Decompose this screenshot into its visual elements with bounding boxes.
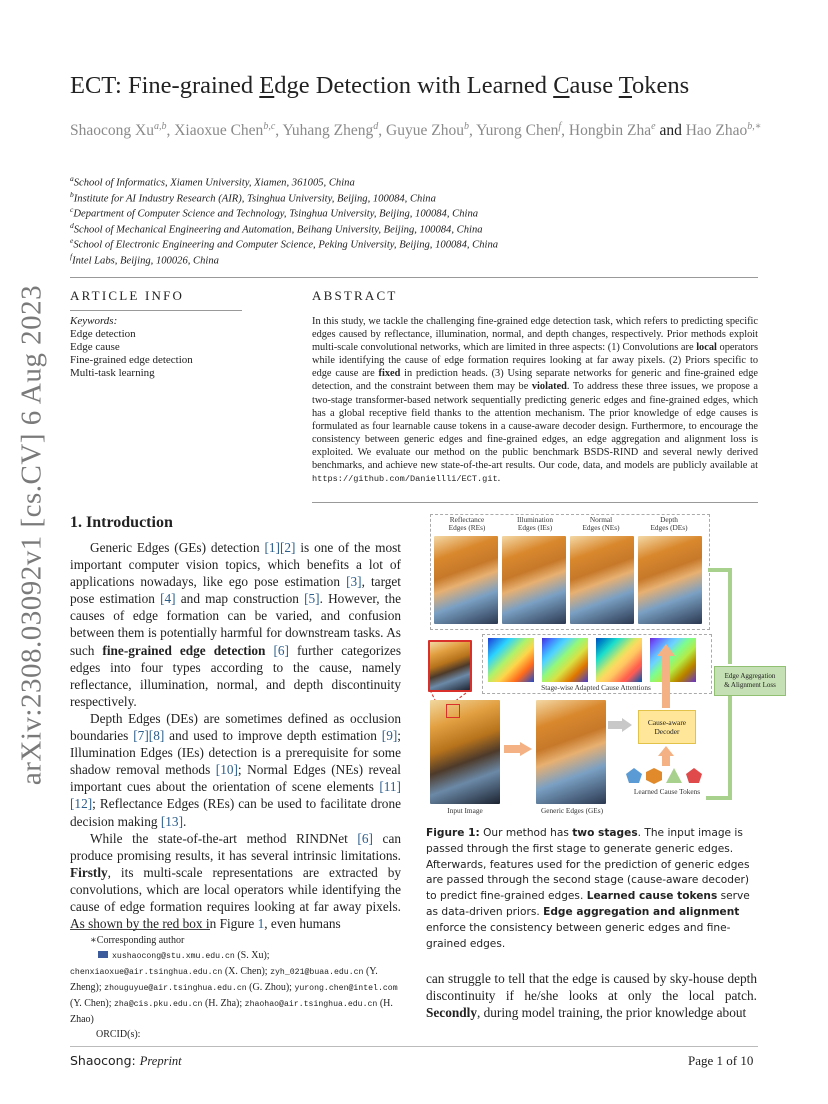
arrow-right-icon <box>504 742 534 756</box>
citation-link[interactable]: [4] <box>160 591 176 607</box>
citation-link[interactable]: [6] <box>357 830 373 846</box>
reflectance-edge-map <box>434 536 498 624</box>
email-line: xushaocong@stu.xmu.edu.cn (S. Xu); <box>70 948 401 964</box>
citation-link[interactable]: [3] <box>346 574 362 590</box>
citation-link[interactable]: [10] <box>215 762 238 778</box>
citation-link[interactable]: [5] <box>304 591 320 607</box>
body-column-2: can struggle to tell that the edge is caused by sky-house depth discontinuity if he/she looks at only the local patch. Secondly, during model training, the prior knowledge about <box>426 971 757 1021</box>
author-name: Hao Zhao$^{b,∗}$ <box>685 121 762 140</box>
divider <box>70 310 242 311</box>
attention-label: Stage-wise Adapted Cause Attentions <box>541 683 651 692</box>
citation-link[interactable]: [2] <box>279 540 296 555</box>
generic-edge-map <box>536 700 606 804</box>
citation-link[interactable]: 1 <box>257 916 265 932</box>
generic-edges-label: Generic Edges (GEs) <box>541 806 603 815</box>
cause-aware-decoder: Cause-aware Decoder <box>638 710 696 744</box>
keyword: Edge cause <box>70 341 120 353</box>
attention-map <box>488 638 534 682</box>
affiliation: $^e$School of Electronic Engineering and Computer Science, Peking University, Beijing, 100084, China <box>70 236 499 251</box>
citation-link[interactable]: [8] <box>148 728 165 744</box>
footnote-rule <box>70 929 210 930</box>
depth-edge-map <box>638 536 702 624</box>
corresponding-author: ∗Corresponding author <box>90 935 185 946</box>
attention-map <box>596 638 642 682</box>
keywords-block <box>70 315 193 380</box>
citation-link[interactable]: [11] <box>379 779 401 795</box>
author-name: Xiaoxue Chen$^{b,c}$ <box>174 121 276 140</box>
citation-link[interactable]: [6] <box>273 642 289 658</box>
affiliation: $^d$School of Mechanical Engineering and Automation, Beihang University, Beijing, 100084, China <box>70 220 483 236</box>
loss-arrows <box>704 568 744 808</box>
citation-link[interactable]: [1] <box>264 540 280 555</box>
affiliation: $^a$School of Informatics, Xiamen University, Xiamen, 361005, China <box>70 174 355 189</box>
footer-rule <box>70 1046 758 1047</box>
abstract-text: In this study, we tackle the challenging fine-grained edge detection task, which refers to predicting specific edges caused by reflectance, illumination, normal, and depth changes, respectively. Prior methods exploit multi-scale convolutional networks, which are limited in three aspects: (1) Convolutions are local operators while identifying the cause of edge formation requires looking at far away pixels. (2) Priors specific to edge cause are fixed in prediction heads. (3) Using separate networks for generic and fine-grained edge detection, and the constraint between them may be violated. To address these three issues, we propose a two-stage transformer-based network sequentially predicting generic edges and fine-grained edges, which has a global receptive field thanks to the attention mechanism. The prior knowledge of edge causes is formulated as four learnable cause tokens in a cause-aware decoder design. Furthermore, to encourage the consistency between generic edges and fine-grained edges, an edge aggregation and alignment loss is exploited. We evaluate our method on the public benchmark BSDS-RIND and several newly derived benchmarks, and achieve new state-of-the-art results. Our code, data, and models are publicly available at https://github.com/Daniellli/ECT.git. <box>312 316 759 485</box>
orcid-label: ORCID(s): <box>96 1029 141 1040</box>
paragraph: While the state-of-the-art method RINDNet [6] can produce promising results, it has several intrinsic limitations. Firstly, its multi-scale representations are extracted by convolutions, which are local operators while identifying the cause of edge formation requires looking at far away pixels. As shown by the red box in Figure 1, even humans <box>70 830 402 932</box>
divider <box>70 277 758 278</box>
abstract-heading: ABSTRACT <box>312 288 398 303</box>
bold-text: Firstly <box>70 864 108 880</box>
email-line: chenxiaoxue@air.tsinghua.edu.cn (X. Chen); zyh_021@buaa.edu.cn (Y. Zheng); zhouguyue@air.tsinghua.edu.cn (G. Zhou); yurong.chen@intel.com (Y. Chen); zha@cis.pku.edu.cn (H. Zha); zhaohao@air.tsinghua.edu.cn (H. Zhao) <box>70 966 398 1025</box>
paragraph: Generic Edges (GEs) detection [1][2] is one of the most important computer vision topics, which benefits a lot of applications nowadays, like ego pose estimation [3], target pose estimation [4] and map construction [5]. However, the causes of edge formation can be varied, and confusion between them is potentially harmful for downstream tasks. As such fine-grained edge detection [6] further categorizes edges into four types according to the cause, namely reflectance, illumination, normal, and depth discontinuity respectively. <box>70 540 402 709</box>
paragraph: Depth Edges (DEs) are sometimes defined as occlusion boundaries [7][8] and used to improve depth estimation [9]; Illumination Edges (IEs) detection is a prerequisite for some shadow removal methods [10]; Normal Edges (NEs) reveal important cues about the orientation of scene elements [11][12]; Reflectance Edges (REs) can be used to facilitate drone decision making [13]. <box>70 710 401 829</box>
col-label-normal: Normal Edges (NEs) <box>582 515 620 532</box>
author-affiliation-mark: e <box>651 121 656 132</box>
citation-link[interactable]: [9] <box>381 728 398 744</box>
input-image <box>430 700 500 804</box>
author-affiliation-mark: b <box>463 121 469 132</box>
article-info-heading: ARTICLE INFO <box>70 288 185 303</box>
keyword: Fine-grained edge detection <box>70 354 193 366</box>
author-name: Guyue Zhou$^b$ <box>386 121 469 140</box>
author-affiliation-mark: f <box>558 121 562 132</box>
author-list: Shaocong Xu$^{a,b}$, Xiaoxue Chen$^{b,c}$, Yuhang Zheng$^d$, Guyue Zhou$^b$, Yurong Chen$^f$, Hongbin Zha$^e$ and Hao Zhao$^{b,∗}$ <box>70 121 762 140</box>
section-heading: 1. Introduction <box>70 514 173 531</box>
arrow-right-icon <box>608 718 634 732</box>
arxiv-id: arXiv:2308.03092v1 [cs.CV] 6 Aug 2023 <box>15 284 48 786</box>
keywords-label: Keywords: <box>70 315 118 327</box>
col-label-depth: Depth Edges (DEs) <box>650 515 688 532</box>
keyword: Edge detection <box>70 328 136 340</box>
zoom-patch <box>428 640 472 692</box>
col-label-illumination: Illumination Edges (IEs) <box>516 515 554 532</box>
cause-tokens-icon <box>624 766 704 786</box>
author-name: Shaocong Xu$^{a,b}$ <box>70 121 167 140</box>
affiliation: $^c$Department of Computer Science and Technology, Tsinghua University, Beijing, 100084, China <box>70 205 479 220</box>
citation-link[interactable]: [12] <box>70 796 93 812</box>
bold-text: fine-grained edge detection <box>102 642 266 658</box>
affiliation: $^b$Institute for AI Industry Research (AIR), Tsinghua University, Beijing, 100084, China <box>70 189 436 205</box>
author-affiliation-mark: d <box>373 121 379 132</box>
authors-and: and <box>655 122 686 140</box>
attention-map <box>542 638 588 682</box>
author-affiliation-mark: b,c <box>263 121 276 132</box>
col-label-reflectance: Reflectance Edges (REs) <box>448 515 486 532</box>
citation-link[interactable]: [7] <box>133 728 149 744</box>
author-name: Yuhang Zheng$^d$ <box>282 121 379 140</box>
figure-1 <box>426 510 776 816</box>
arrow-up-icon <box>656 746 676 766</box>
paper-title: ECT: Fine-grained Edge Detection with Learned Cause Tokens <box>70 72 690 99</box>
divider <box>312 502 758 503</box>
author-name: Yurong Chen$^f$ <box>476 121 562 140</box>
keyword: Multi-task learning <box>70 367 155 379</box>
page-number: Page 1 of 10 <box>688 1053 754 1068</box>
affiliation: $^f$Intel Labs, Beijing, 100026, China <box>70 252 219 267</box>
intro-body <box>70 539 401 932</box>
tokens-label: Learned Cause Tokens <box>633 787 701 796</box>
arxiv-sidebar <box>10 284 54 786</box>
footer-left: Shaocong: Preprint <box>70 1053 182 1068</box>
bold-text: Secondly <box>426 1005 477 1021</box>
code-link[interactable]: https://github.com/Daniellli/ECT.git <box>312 474 498 485</box>
red-box <box>446 704 460 718</box>
illumination-edge-map <box>502 536 566 624</box>
author-name: Hongbin Zha$^e$ <box>568 121 656 140</box>
author-affiliation-mark: b,∗ <box>747 121 762 132</box>
footnote <box>70 933 401 1042</box>
edge-aggregation-box: Edge Aggregation & Alignment Loss <box>714 666 786 696</box>
figure-caption: Figure 1: Our method has two stages. The input image is passed through the first stage to generate generic edges. Afterwards, features used for the prediction of generic edges are passed through the second stage (cause-aware decoder) to predict fine-grained edges. Learned cause tokens serve as data-driven priors. Edge aggregation and alignment enforce the consistency between generic edges and fine-grained edges. <box>426 827 750 950</box>
author-affiliation-mark: a,b <box>153 121 167 132</box>
arrow-up-icon <box>656 644 676 708</box>
input-image-label: Input Image <box>447 806 483 815</box>
normal-edge-map <box>570 536 634 624</box>
citation-link[interactable]: [13] <box>160 813 184 829</box>
mail-icon <box>98 951 108 958</box>
